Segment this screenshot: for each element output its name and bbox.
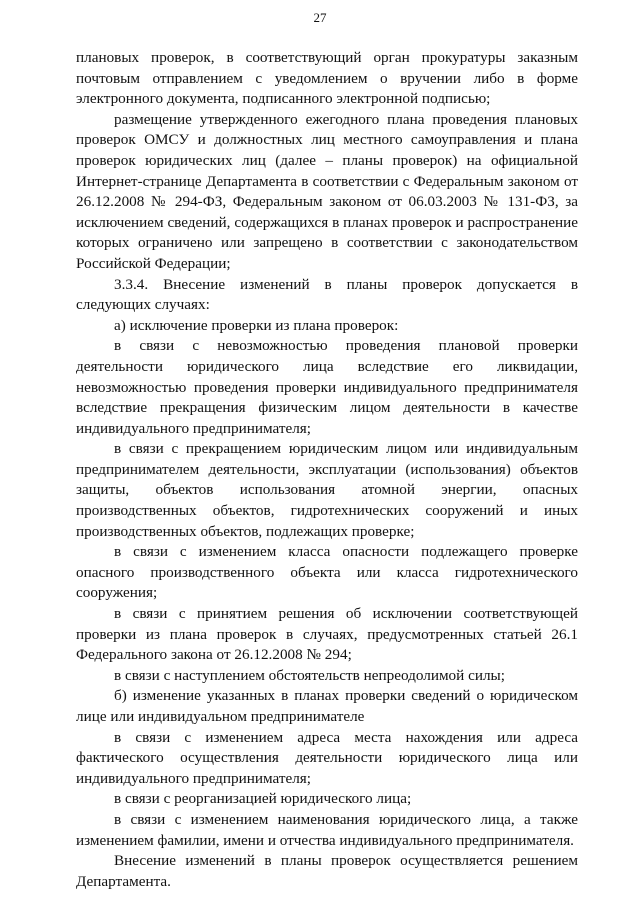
paragraph: в связи с прекращением юридическим лицом или индивидуальным предпринимателем деятельности, эксплуатации (использования) объектов защиты, объектов использования атомной энергии, опасных производственных объектов, гидротехнических сооружений и иных производственных объектов, подлежащих проверке; xyxy=(76,440,578,540)
document-body xyxy=(76,48,578,892)
paragraph: Внесение изменений в планы проверок осуществляется решением Департамента. xyxy=(76,852,578,890)
paragraph: в связи с изменением наименования юридического лица, а также изменением фамилии, имени и отчества индивидуального предпринимателя. xyxy=(76,810,578,849)
paragraph: б) изменение указанных в планах проверки сведений о юридическом лице или индивидуальном предпринимателе xyxy=(76,687,578,725)
paragraph: в связи с реорганизацией юридического лица; xyxy=(114,790,412,808)
paragraph: в связи с принятием решения об исключении соответствующей проверки из плана проверок в случаях, предусмотренных статьей 26.1 Федерального закона от 26.12.2008 № 294; xyxy=(76,605,578,664)
paragraph: в связи с невозможностью проведения плановой проверки деятельности юридического лица вследствие его ликвидации, невозможностью проведения проверки индивидуального предпринимателя вследствие прекращения физическим лицом деятельности в качестве индивидуального предпринимателя; xyxy=(76,337,578,437)
page-number: 27 xyxy=(313,10,327,25)
paragraph: размещение утвержденного ежегодного плана проведения плановых проверок ОМСУ и должностных лиц местного самоуправления и плана проверок юридических лиц (далее – планы проверок) на официальной Интернет-странице Департамента в соответствии с Федеральным законом от 26.12.2008 № 294-ФЗ, Федеральным законом от 06.03.2003 № 131-ФЗ, за исключением сведений, содержащихся в планах проверок и распространение которых ограничено или запрещено в соответствии с законодательством Российской Федерации; xyxy=(76,110,578,272)
paragraph: 3.3.4. Внесение изменений в планы проверок допускается в следующих случаях: xyxy=(76,275,578,314)
paragraph: в связи с наступлением обстоятельств непреодолимой силы; xyxy=(114,666,505,684)
paragraph: плановых проверок, в соответствующий орган прокуратуры заказным почтовым отправлением с уведомлением о вручении либо в форме электронного документа, подписанного электронной подписью; xyxy=(76,49,578,108)
paragraph: в связи с изменением класса опасности подлежащего проверке опасного производственного объекта или класса гидротехнического сооружения; xyxy=(76,543,578,602)
paragraph: в связи с изменением адреса места нахождения или адреса фактического осуществления деятельности юридического лица или индивидуального предпринимателя; xyxy=(76,728,578,787)
paragraph: а) исключение проверки из плана проверок: xyxy=(114,316,399,334)
